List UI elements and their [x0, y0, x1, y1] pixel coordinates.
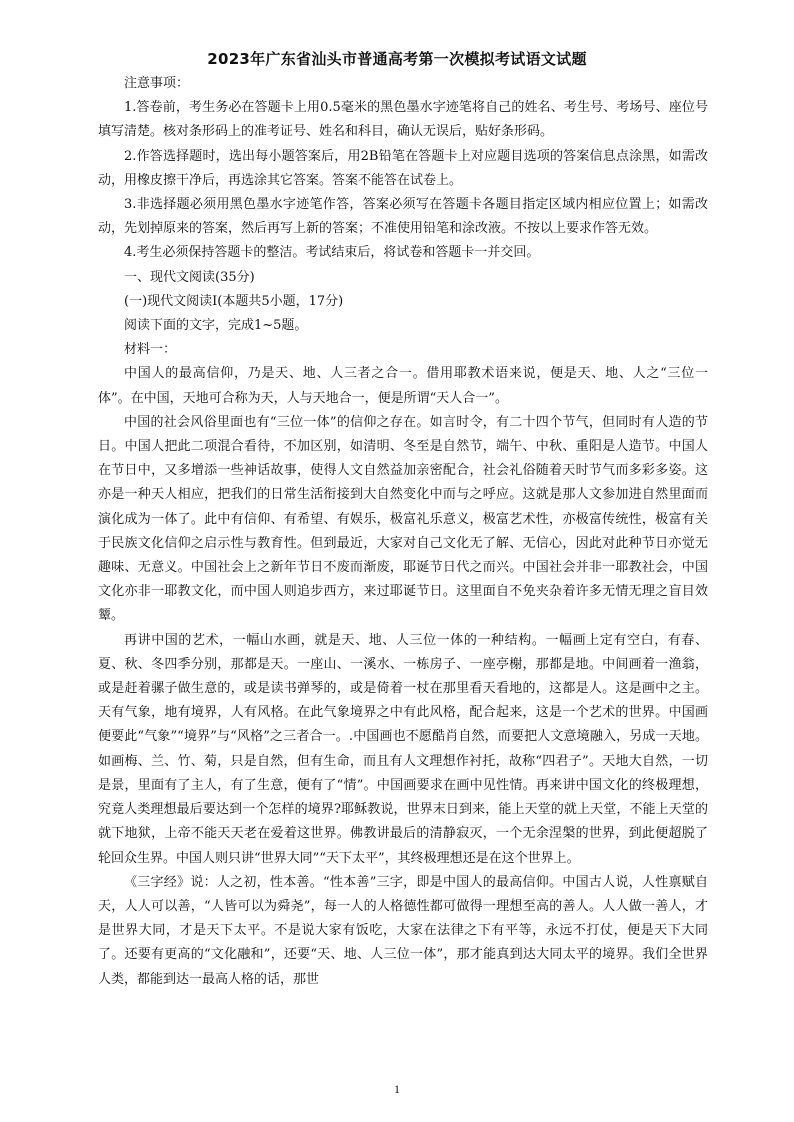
- subsection-heading: (一)现代文阅读Ⅰ(本题共5小题，17分): [124, 293, 344, 309]
- section-heading: 一、现代文阅读(35分): [124, 269, 255, 285]
- page-number: 1: [394, 1082, 400, 1096]
- passage-paragraph: 中国的社会风俗里面也有“三位一体”的信仰之存在。如言时令，有二十四个节气，但同时有人造的节日。中国人把此二项混合看待，不加区别，如清明、冬至是自然节，端午、中秋、重阳是人造节。中国人在节日中，又多增添一些神话故事，使得人文自然益加亲密配合，社会礼俗随着天时节气而多彩多姿。这亦是一种天人相应，把我们的日常生活衔接到大自然变化中而与之呼应。这就是那人文参加进自然里面而演化成为一体了。此中有信仰、有希望、有娱乐，极富礼乐意义，极富艺术性，亦极富传统性，极富有关于民族文化信仰之启示性与教育性。但到最近，大家对自己文化无了解、无信心，因此对此种节日亦觉无趣味、无意义。中国社会上之新年节日不废而渐废，耶诞节日代之而兴。中国社会并非一耶教社会，中国文化亦非一耶教文化，而中国人则追步西方，来过耶诞节日。这里面自不免夹杂着许多无情无理之盲目效颦。: [98, 414, 708, 624]
- reading-instruction: 阅读下面的文字，完成1~5题。: [124, 318, 308, 334]
- notice-heading: 注意事项：: [124, 76, 190, 91]
- notice-item: 3.非选择题必须用黑色墨水字迹笔作答，答案必须写在答题卡各题目指定区域内相应位置上；如需改动，先划掉原来的答案，然后再写上新的答案；不准使用铅笔和涂改液。不按以上要求作答无效。: [98, 197, 708, 237]
- notice-item: 1.答卷前，考生务必在答题卡上用0.5毫米的黑色墨水字迹笔将自己的姓名、考生号、考场号、座位号填写清楚。核对条形码上的准考证号、姓名和科目，确认无误后，贴好条形码。: [98, 100, 708, 140]
- notice-item: 2.作答选择题时，选出每小题答案后，用2B铅笔在答题卡上对应题目选项的答案信息点涂黑，如需改动，用橡皮擦干净后，再选涂其它答案。答案不能答在试卷上。: [98, 148, 708, 188]
- passage-paragraph: 《三字经》说：人之初，性本善。“性本善”三字，即是中国人的最高信仰。中国古人说，人性禀赋自天，人人可以善，“人皆可以为舜尧”，每一人的人格德性都可做得一理想至高的善人。人人做一善人，才是世界大同，才是天下太平。不是说大家有饭吃，大家在法律之下有平等，永远不打仗，便是天下大同了。还要有更高的“文化融和”，还要“天、地、人三位一体”，那才能真到达大同太平的境界。我们全世界人类，都能到达一最高人格的话，那世: [98, 874, 708, 987]
- exam-title: 2023年广东省汕头市普通高考第一次模拟考试语文试题: [207, 50, 587, 68]
- exam-content: [98, 72, 708, 992]
- material-label: 材料一：: [124, 342, 177, 358]
- passage-paragraph: 再讲中国的艺术，一幅山水画，就是天、地、人三位一体的一种结构。一幅画上定有空白，有春、夏、秋、冬四季分别，那都是天。一座山、一溪水、一栋房子、一座亭榭，那都是地。中间画着一渔翁，或是赶着骡子做生意的，或是读书弹琴的，或是倚着一杖在那里看天看地的，这都是人。这是画中之主。天有气象，地有境界，人有风格。在此气象境界之中有此风格，配合起来，这是一个艺术的世界。中国画便要此“气象”“境界”与“风格”之三者合一。.中国画也不愿酷肖自然，而要把人文意境融入，另成一天地。如画梅、兰、竹、菊，只是自然，但有生命，而且有人文理想作衬托，故称“四君子”。天地大自然，一切是景，里面有了主人，有了生意，便有了“情”。中国画要求在画中见性情。再来讲中国文化的终极理想，究竟人类理想最后要达到一个怎样的境界?耶稣教说，世界末日到来，能上天堂的就上天堂，不能上天堂的就下地狱，上帝不能天天老在爱着这世界。佛教讲最后的清静寂灭，一个无余涅槃的世界，到此便超脱了轮回众生界。中国人则只讲“世界大同”“天下太平”，其终极理想还是在这个世界上。: [98, 632, 708, 866]
- notice-item: 4.考生必须保持答题卡的整洁。考试结束后，将试卷和答题卡一并交回。: [124, 245, 540, 261]
- passage-paragraph: 中国人的最高信仰，乃是天、地、人三者之合一。借用耶教术语来说，便是天、地、人之“三位一体”。在中国，天地可合称为天，人与天地合一，便是所谓“天人合一”。: [98, 366, 708, 406]
